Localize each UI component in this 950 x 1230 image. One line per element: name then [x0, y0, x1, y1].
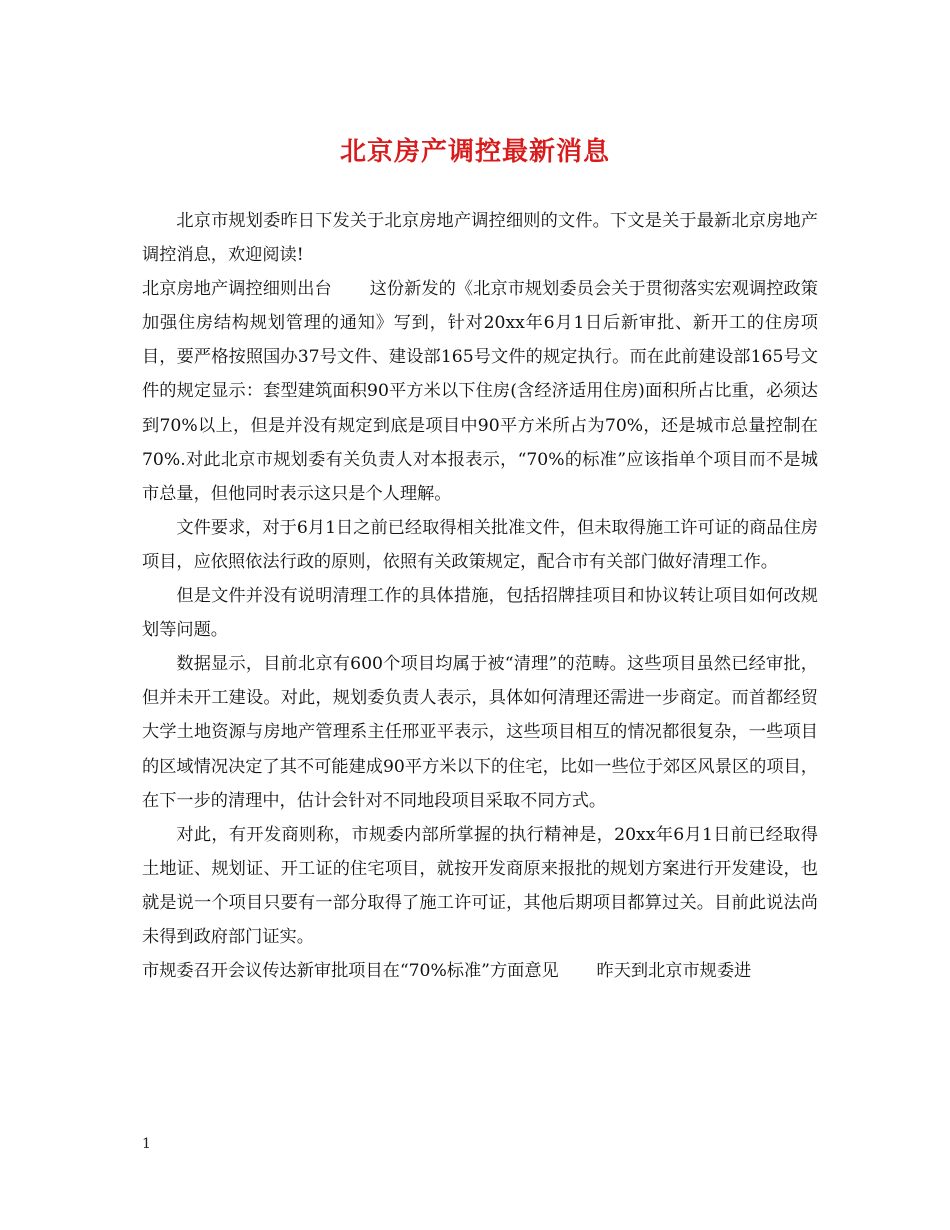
document-body — [142, 204, 818, 988]
paragraph-developers: 对此，有开发商则称，市规委内部所掌握的执行精神是，20xx年6月1日前已经取得土地证、规划证、开工证的住宅项目，就按开发商原来报批的规划方案进行开发建设，也就是说一个项目只要有一部分取得了施工许可证，其他后期项目都算过关。目前此说法尚未得到政府部门证实。 — [142, 824, 818, 947]
document-title: 北京房产调控最新消息 — [339, 137, 610, 167]
paragraph-requirements: 文件要求，对于6月1日之前已经取得相关批准文件，但未取得施工许可证的商品住房项目，应依照依法行政的原则，依照有关政策规定，配合市有关部门做好清理工作。 — [142, 517, 818, 572]
paragraph-data: 数据显示，目前北京有600个项目均属于被“清理”的范畴。这些项目虽然已经审批，但并未开工建设。对此，规划委负责人表示，具体如何清理还需进一步商定。而首都经贸大学土地资源与房地产管理系主任邢亚平表示，这些项目相互的情况都很复杂，一些项目的区域情况决定了其不可能建成90平方米以下的住宅，比如一些位于郊区风景区的项目，在下一步的清理中，估计会针对不同地段项目采取不同方式。 — [142, 654, 818, 811]
section-heading: 市规委召开会议传达新审批项目在“70%标准”方面意见 — [142, 961, 559, 982]
paragraph-intro: 北京市规划委昨日下发关于北京房地产调控细则的文件。下文是关于最新北京房地产调控消息，欢迎阅读! — [142, 211, 818, 266]
section-body: 这份新发的《北京市规划委员会关于贯彻落实宏观调控政策加强住房结构规划管理的通知》写到，针对20xx年6月1日后新审批、新开工的住房项目，要严格按照国办37号文件、建设部165号文件的规定执行。而在此前建设部165号文件的规定显示：套型建筑面积90平方米以下住房(含经济适用住房)面积所占比重，必须达到70%以上，但是并没有规定到底是项目中90平方米所占为70%，还是城市总量控制在70%.对此北京市规划委有关负责人对本报表示，“70%的标准”应该指单个项目而不是城市总量，但他同时表示这只是个人理解。 — [142, 279, 818, 504]
page-number: 1 — [142, 1136, 151, 1152]
paragraph-section1 — [142, 272, 818, 511]
paragraph-section2 — [142, 954, 818, 988]
section-heading: 北京房地产调控细则出台 — [142, 279, 332, 300]
section-body: 昨天到北京市规委进 — [596, 961, 752, 982]
paragraph-measures: 但是文件并没有说明清理工作的具体措施，包括招牌挂项目和协议转让项目如何改规划等问题。 — [142, 586, 818, 641]
